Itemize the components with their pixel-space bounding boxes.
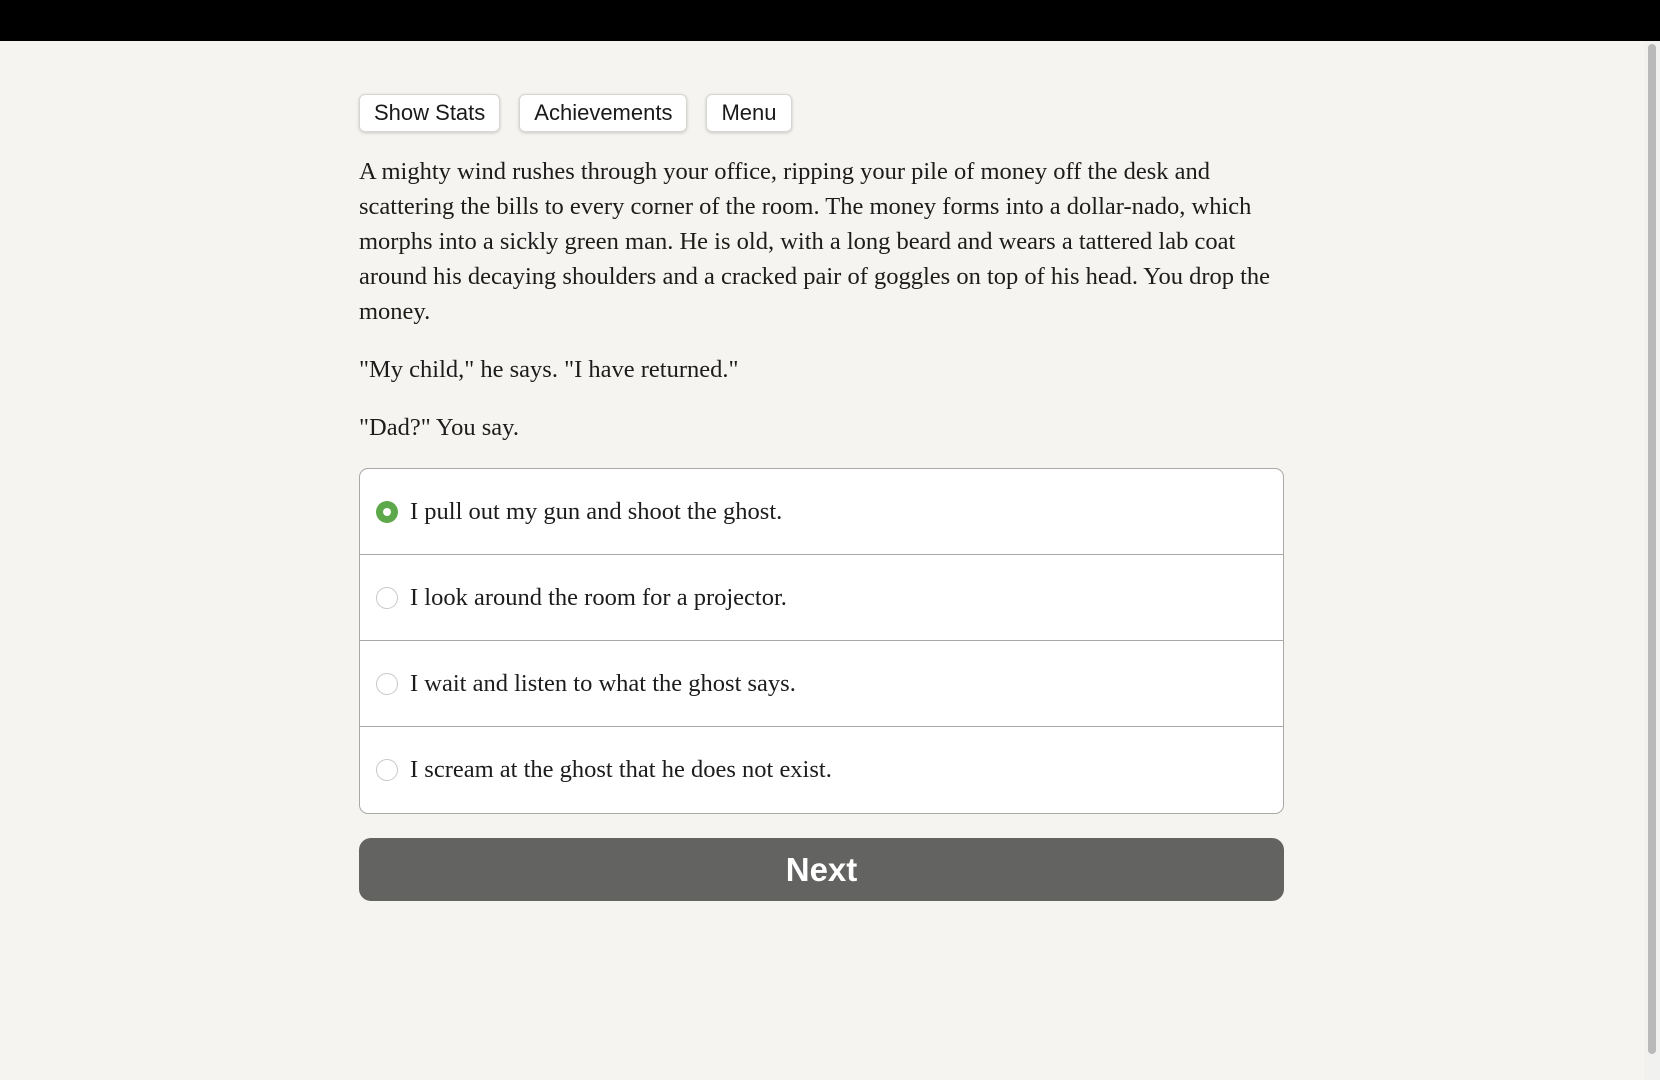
- scrollbar[interactable]: [1644, 41, 1660, 1080]
- choice-label: I wait and listen to what the ghost says.: [410, 669, 796, 697]
- window-top-bar: [0, 0, 1660, 41]
- next-button[interactable]: Next: [359, 838, 1284, 901]
- choice-label: I scream at the ghost that he does not exist.: [410, 756, 832, 783]
- radio-icon[interactable]: [376, 587, 398, 609]
- story-paragraph: "My child," he says. "I have returned.": [359, 356, 739, 383]
- achievements-button[interactable]: Achievements: [519, 94, 687, 132]
- choice-label: I look around the room for a projector.: [410, 583, 787, 611]
- scrollbar-thumb[interactable]: [1648, 44, 1656, 1054]
- choice-label: I pull out my gun and shoot the ghost.: [410, 497, 783, 525]
- story-paragraph: A mighty wind rushes through your office, ripping your pile of money off the desk and scattering the bills to every corner of the room. The money forms into a dollar-nado, which morphs into a sickly green man. He is old, with a long beard and wears a tattered lab coat around his decaying shoulders and a cracked pair of goggles on top of his head. You drop the money.: [359, 158, 1271, 325]
- choice-option[interactable]: [360, 641, 1283, 727]
- choice-list: [359, 468, 1284, 814]
- radio-icon[interactable]: [376, 759, 398, 781]
- story-text: [359, 154, 1284, 445]
- show-stats-button[interactable]: Show Stats: [359, 94, 500, 132]
- choice-option[interactable]: [360, 555, 1283, 641]
- story-paragraph: "Dad?" You say.: [359, 414, 519, 441]
- menu-button[interactable]: Menu: [706, 94, 791, 132]
- choice-option[interactable]: [360, 727, 1283, 813]
- choice-option[interactable]: [360, 469, 1283, 555]
- radio-icon[interactable]: [376, 673, 398, 695]
- toolbar: [359, 94, 1284, 132]
- game-container: [359, 94, 1284, 901]
- radio-selected-icon[interactable]: [376, 501, 398, 523]
